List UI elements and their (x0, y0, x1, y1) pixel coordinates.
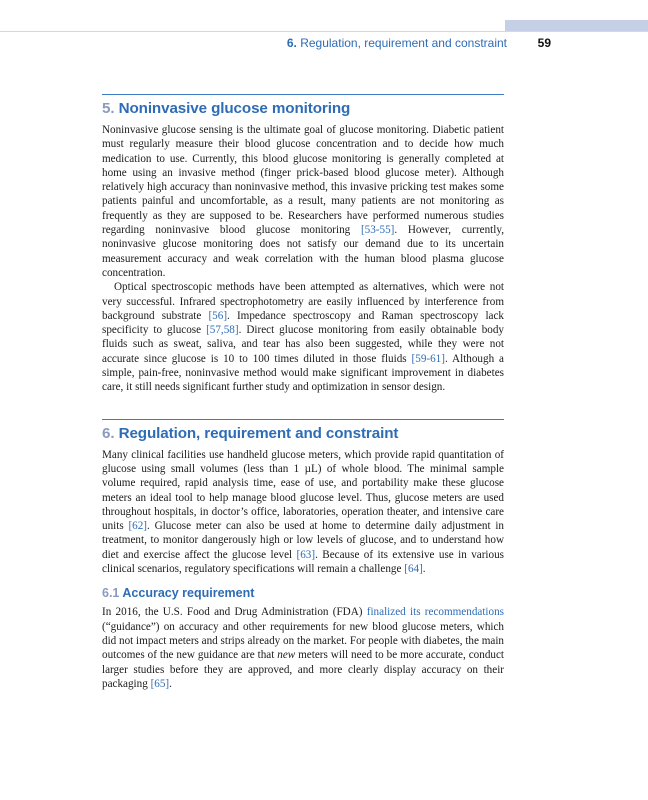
running-head (0, 36, 551, 52)
section-rule (102, 94, 504, 95)
section-heading (102, 425, 504, 443)
section-regulation (102, 419, 504, 577)
text-run: Optical spectroscopic methods have been attempted as alternatives, which were not very successful. Infrared spectrophotometry are easily influenced by interference from background substrate (102, 281, 504, 322)
citation-link[interactable]: [65] (150, 677, 170, 690)
subsection-number: 6.1 (102, 586, 120, 601)
text-run: . Direct glucose monitoring from easily obtainable body fluids such as sweat, saliva, and tear has also been suggested, while they were not accurate since glucose is 10 to 100 times diluted in those fluids (102, 324, 504, 365)
text-run: . Although a simple, pain-free, noninvasive method would make significant improvement in diabetes care, it still needs significant further study and optimization in sensor design. (102, 352, 504, 394)
section-rule (102, 419, 504, 420)
citation-link[interactable]: [53-55] (360, 224, 395, 237)
citation-link[interactable]: [56] (208, 309, 228, 322)
header-rule (0, 31, 648, 32)
text-run: meters will need to be more accurate, conduct larger studies before they are approved, and more clearly display accuracy on their packaging (102, 649, 504, 690)
fda-guidance-link[interactable]: finalized its recommendations (366, 606, 505, 619)
subsection-heading (102, 585, 504, 601)
emphasis-new: new (277, 649, 296, 662)
section-number: 5. (102, 100, 115, 117)
text-run: . Glucose meter can also be used at home to determine daily adjustment in treatment, to monitor dangerously high or low levels of glucose, and to understand how diet and exercise affect the glucose level (102, 520, 504, 561)
header-accent-bar (505, 20, 648, 31)
section-noninvasive-monitoring (102, 94, 504, 395)
text-run: Many clinical facilities use handheld glucose meters, which provide rapid quantitation of glucose using small volumes (less than 1 µL) of whole blood. The minimal sample volume required, rapid analysis time, ease of use, and portability make these glucose meters an ideal tool to help manage blood glucose level. Thus, glucose meters are used throughout hospitals, in doctor’s office, laboratories, operation theater, and intensive care units (102, 448, 504, 533)
paragraph (102, 605, 504, 691)
text-run: In 2016, the U.S. Food and Drug Administration (FDA) (102, 606, 367, 619)
running-head-section-number: 6. (286, 36, 297, 50)
subsection-title: Accuracy requirement (122, 586, 255, 601)
section-heading (102, 100, 504, 118)
text-run: . However, currently, noninvasive glucose monitoring does not satisfy our demand due to its uncertain measurement accuracy and weak correlation with the human blood plasma glucose concentration. (102, 224, 505, 279)
citation-link[interactable]: [63] (296, 548, 316, 561)
paragraph (102, 280, 504, 394)
page-number: 59 (537, 36, 551, 50)
section-number: 6. (102, 424, 115, 442)
running-head-section-title: Regulation, requirement and constraint (300, 36, 507, 50)
page-body (102, 94, 504, 691)
section-title: Regulation, requirement and constraint (118, 424, 399, 442)
text-run: . (422, 563, 426, 576)
citation-link[interactable]: [64] (404, 563, 423, 576)
text-run: Noninvasive glucose sensing is the ultimate goal of glucose monitoring. Diabetic patient must regularly measure their blood glucose concentration and to decide how much medication to use. Currently, this blood glucose monitoring is generally completed at home using an invasive method (finger prick-based blood glucose meter). Although relatively high accuracy than noninvasive method, this invasive pricking test makes some patients painful and uncomfortable, as a result, many patients are not monitoring as frequently as they are supposed to be. Researchers have performed numerous studies regarding noninvasive blood glucose monitoring (102, 124, 504, 237)
running-head-title (287, 36, 507, 50)
text-run: . Impedance spectroscopy and Raman spectroscopy lack specificity to glucose (102, 309, 504, 337)
text-run: . Because of its extensive use in various clinical scenarios, regulatory specifications will remain a challenge (102, 548, 504, 576)
citation-link[interactable]: [59-61] (411, 352, 445, 365)
paragraph (102, 448, 504, 577)
paragraph (102, 123, 504, 280)
citation-link[interactable]: [62] (128, 520, 148, 533)
text-run: . (169, 677, 172, 690)
citation-link[interactable]: [57,58] (206, 324, 239, 337)
section-title: Noninvasive glucose monitoring (118, 100, 351, 117)
subsection-accuracy-requirement (102, 585, 504, 691)
text-run: (“guidance”) on accuracy and other requirements for new blood glucose meters, which did not impact meters and strips already on the market. For people with diabetes, the main outcomes of the new guidance are that (102, 620, 504, 662)
